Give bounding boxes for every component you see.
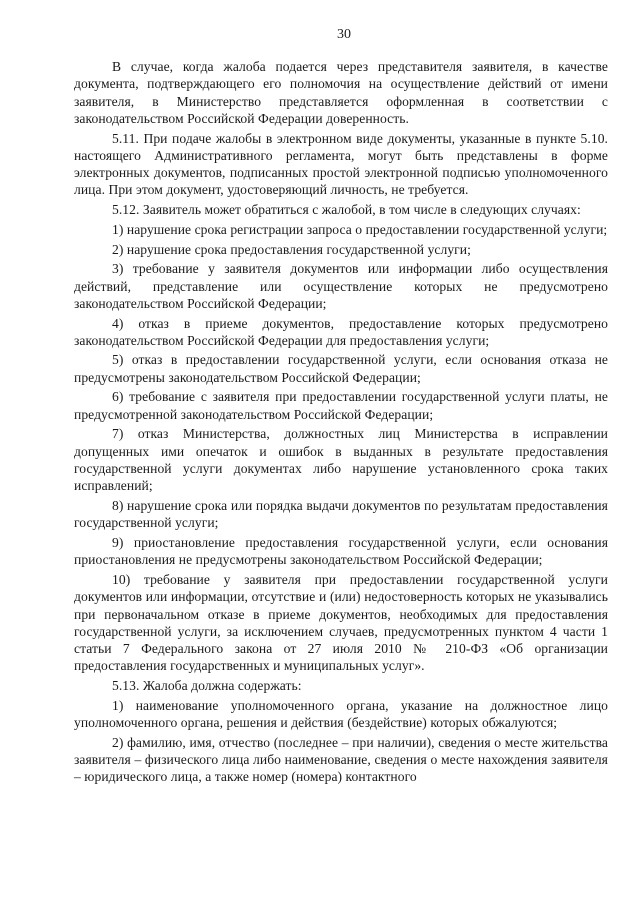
list-item-5-12-8: 8) нарушение срока или порядка выдачи документов по результатам предоставления государственной услуги; (74, 498, 608, 531)
list-item-5-12-4: 4) отказ в приеме документов, предоставление которых предусмотрено законодательством Российской Федерации для предоставления услуги; (74, 315, 608, 348)
document-page (74, 26, 608, 788)
list-item-5-12-7: 7) отказ Министерства, должностных лиц Министерства в исправлении допущенных ими опечаток и ошибок в выданных в результате предоставления государственной услуги документах либо нарушение установленного срока таких исправлений; (74, 426, 608, 494)
paragraph-5-13: 5.13. Жалоба должна содержать: (112, 678, 302, 694)
paragraph-representative: В случае, когда жалоба подается через представителя заявителя, в качестве документа, подтверждающего его полномочия на осуществление действий от имени заявителя, в Министерство представляется оформленная в соответствии с законодательством Российской Федерации доверенность. (74, 59, 608, 126)
list-item-5-12-9: 9) приостановление предоставления государственной услуги, если основания приостановления не предусмотрены законодательством Российской Федерации; (74, 535, 608, 568)
list-item-5-13-1: 1) наименование уполномоченного органа, указание на должностное лицо уполномоченного органа, решения и действия (бездействие) которых обжалуются; (74, 697, 608, 731)
document-body (74, 58, 608, 786)
paragraph-5-12: 5.12. Заявитель может обратиться с жалобой, в том числе в следующих случаях: (112, 202, 581, 218)
list-item-5-12-2: 2) нарушение срока предоставления государственной услуги; (112, 241, 471, 257)
list-item-5-12-5: 5) отказ в предоставлении государственной услуги, если основания отказа не предусмотрены законодательством Российской Федерации; (74, 352, 608, 385)
list-item-5-12-1: 1) нарушение срока регистрации запроса о предоставлении государственной услуги; (112, 221, 608, 237)
list-item-5-12-10: 10) требование у заявителя при предоставлении государственной услуги документов или информации, отсутствие и (или) недостоверность которых не указывались при первоначальном отказе в приеме документов, необходимых для предоставления государственной услуги, за исключением случаев, предусмотренных пунктом 4 части 1 статьи 7 Федерального закона от 27 июля 2010 № 210-ФЗ «Об организации предоставления государственных и муниципальных услуг». (74, 572, 608, 674)
list-item-5-12-6: 6) требование с заявителя при предоставлении государственной услуги платы, не предусмотренной законодательством Российской Федерации; (74, 389, 608, 422)
page-number: 30 (337, 27, 351, 42)
paragraph-5-11: 5.11. При подаче жалобы в электронном виде документы, указанные в пункте 5.10. настоящего Административного регламента, могут быть представлены в форме электронных документов, подписанных простой электронной подписью уполномоченного лица. При этом документ, удостоверяющий личность, не требуется. (74, 130, 608, 198)
list-item-5-12-3: 3) требование у заявителя документов или информации либо осуществления действий, представление или осуществление которых не предусмотрено законодательством Российской Федерации; (74, 261, 608, 311)
list-item-5-13-2: 2) фамилию, имя, отчество (последнее – при наличии), сведения о месте жительства заявителя – физического лица либо наименование, сведения о месте нахождения заявителя – юридического лица, а также номер (номера) контактного (74, 734, 608, 785)
